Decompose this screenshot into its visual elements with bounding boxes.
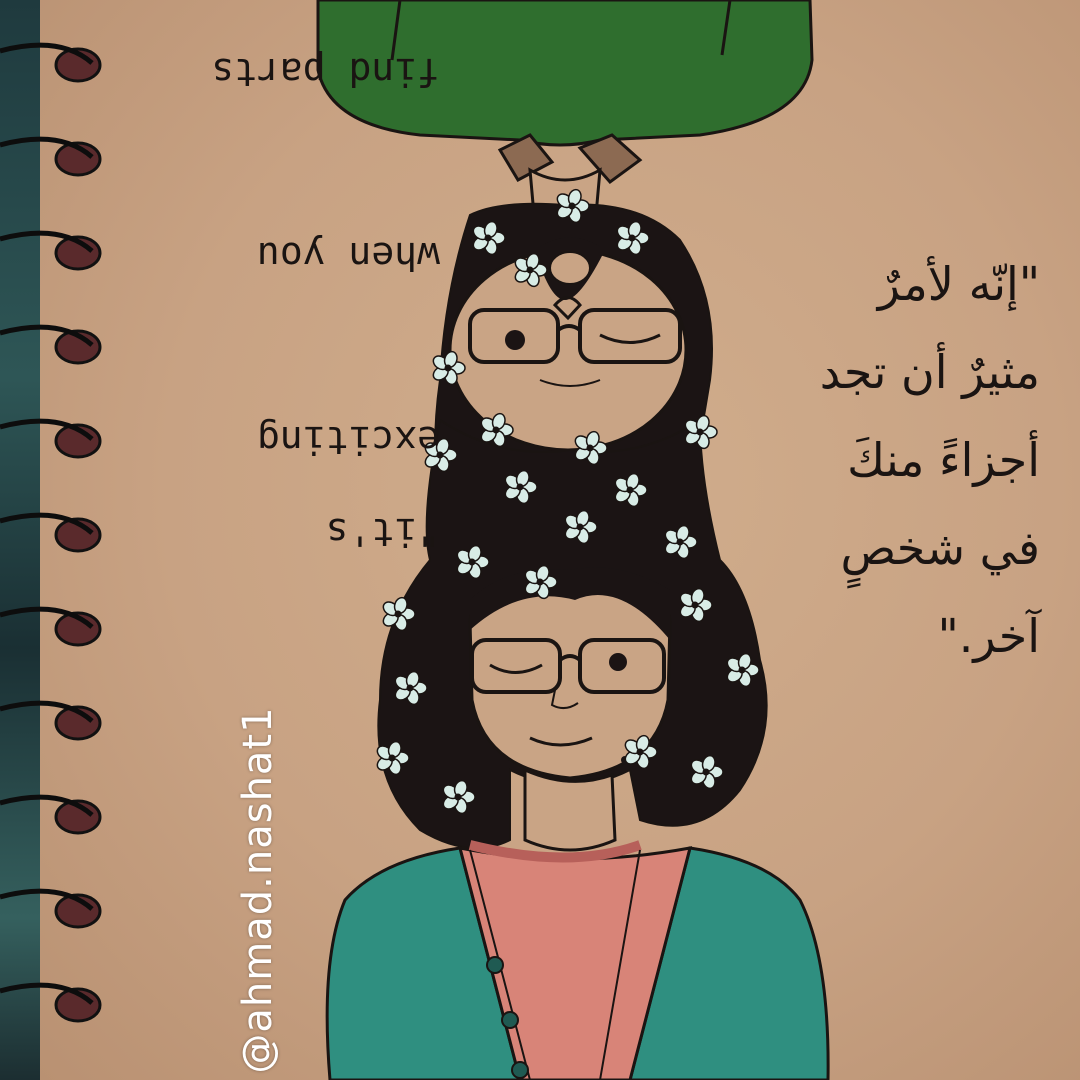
arabic-quote-line: أجزاءً منكَ xyxy=(847,433,1040,487)
english-quote-line: find parts xyxy=(211,50,440,94)
spiral-binding xyxy=(0,45,100,1021)
arabic-quote xyxy=(740,240,1040,663)
english-quote-line: when you xyxy=(256,234,440,278)
arabic-quote-line: آخر." xyxy=(937,609,1040,663)
arabic-quote-line: "إنّه لأمرٌ xyxy=(877,257,1040,311)
artist-handle-text: @ahmad.nashat1 xyxy=(235,706,281,1074)
arabic-quote-line: في شخصٍ xyxy=(840,521,1040,575)
english-quote-upside-down xyxy=(120,50,440,670)
artist-watermark xyxy=(208,700,308,1080)
arabic-quote-line: مثيرٌ أن تجد xyxy=(819,345,1040,399)
english-quote-line: "it's exciting xyxy=(256,418,440,554)
